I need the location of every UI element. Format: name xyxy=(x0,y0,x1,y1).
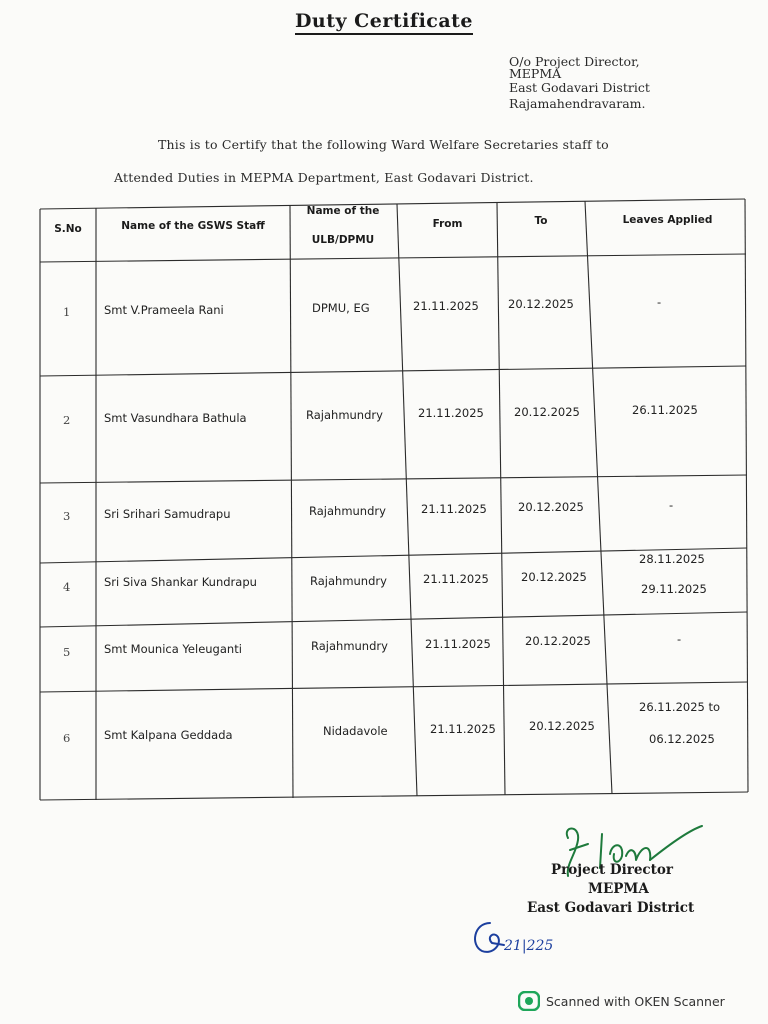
row-2-to: 20.12.2025 xyxy=(514,405,580,419)
row-5-ulb: Rajahmundry xyxy=(311,639,388,653)
row-5-name: Smt Mounica Yeleuganti xyxy=(104,642,242,656)
signatory-district: East Godavari District xyxy=(527,900,695,916)
address-line-4: Rajamahendravaram. xyxy=(509,96,646,111)
row-5-from: 21.11.2025 xyxy=(425,637,491,651)
address-line-2: MEPMA xyxy=(509,66,562,81)
header-sno: S.No xyxy=(54,223,82,235)
row-2-from: 21.11.2025 xyxy=(418,406,484,420)
row-3-to: 20.12.2025 xyxy=(518,500,584,514)
row-6-ulb: Nidadavole xyxy=(323,724,388,738)
row-2-ulb: Rajahmundry xyxy=(306,408,383,422)
header-from: From xyxy=(432,218,463,230)
scanner-watermark xyxy=(518,990,725,1012)
row-1-name: Smt V.Prameela Rani xyxy=(104,303,224,317)
row-6-from: 21.11.2025 xyxy=(430,722,496,736)
row-4-name: Sri Siva Shankar Kundrapu xyxy=(104,575,257,589)
document-title: Duty Certificate xyxy=(0,10,768,32)
row-2-name: Smt Vasundhara Bathula xyxy=(104,411,247,425)
row-3-leaves: - xyxy=(669,498,674,512)
intro-line-2: Attended Duties in MEPMA Department, East Godavari District. xyxy=(114,170,534,185)
row-1-leaves: - xyxy=(657,295,662,309)
row-4-from: 21.11.2025 xyxy=(423,572,489,586)
row-6-name: Smt Kalpana Geddada xyxy=(104,728,233,742)
row-6-to: 20.12.2025 xyxy=(529,719,595,733)
header-name: Name of the GSWS Staff xyxy=(121,220,265,232)
row-2-sno: 2 xyxy=(63,413,71,427)
header-ulb-line2: ULB/DPMU xyxy=(311,234,375,246)
row-6-leaves-1: 26.11.2025 to xyxy=(639,700,721,714)
signatory-org: MEPMA xyxy=(588,881,649,897)
header-leaves: Leaves Applied xyxy=(622,214,713,226)
row-3-ulb: Rajahmundry xyxy=(309,504,386,518)
signatory-title: Project Director xyxy=(551,862,674,878)
header-ulb-line1: Name of the xyxy=(306,205,380,217)
row-5-to: 20.12.2025 xyxy=(525,634,591,648)
row-1-from: 21.11.2025 xyxy=(413,299,479,313)
scanned-with-text: Scanned with OKEN Scanner xyxy=(546,993,725,1009)
row-5-sno: 5 xyxy=(63,645,71,659)
row-3-sno: 3 xyxy=(63,509,71,523)
row-4-ulb: Rajahmundry xyxy=(310,574,387,588)
address-line-1: O/o Project Director, xyxy=(509,54,640,69)
row-1-sno: 1 xyxy=(63,305,71,319)
row-6-sno: 6 xyxy=(63,731,71,745)
row-6-leaves-2: 06.12.2025 xyxy=(649,732,715,746)
intro-line-1: This is to Certify that the following Ward Welfare Secretaries staff to xyxy=(158,137,609,152)
row-1-to: 20.12.2025 xyxy=(508,297,574,311)
row-4-leaves-1: 28.11.2025 xyxy=(639,552,705,566)
address-line-3: East Godavari District xyxy=(509,80,650,95)
row-3-from: 21.11.2025 xyxy=(421,502,487,516)
row-4-sno: 4 xyxy=(63,580,71,594)
row-4-to: 20.12.2025 xyxy=(521,570,587,584)
row-4-leaves-2: 29.11.2025 xyxy=(641,582,707,596)
header-to: To xyxy=(534,215,548,227)
row-2-leaves: 26.11.2025 xyxy=(632,403,698,417)
row-3-name: Sri Srihari Samudrapu xyxy=(104,507,231,521)
handwritten-date: 21|225 xyxy=(504,938,554,954)
row-1-ulb: DPMU, EG xyxy=(312,301,370,315)
oken-logo-icon xyxy=(518,991,540,1011)
row-5-leaves: - xyxy=(677,632,682,646)
